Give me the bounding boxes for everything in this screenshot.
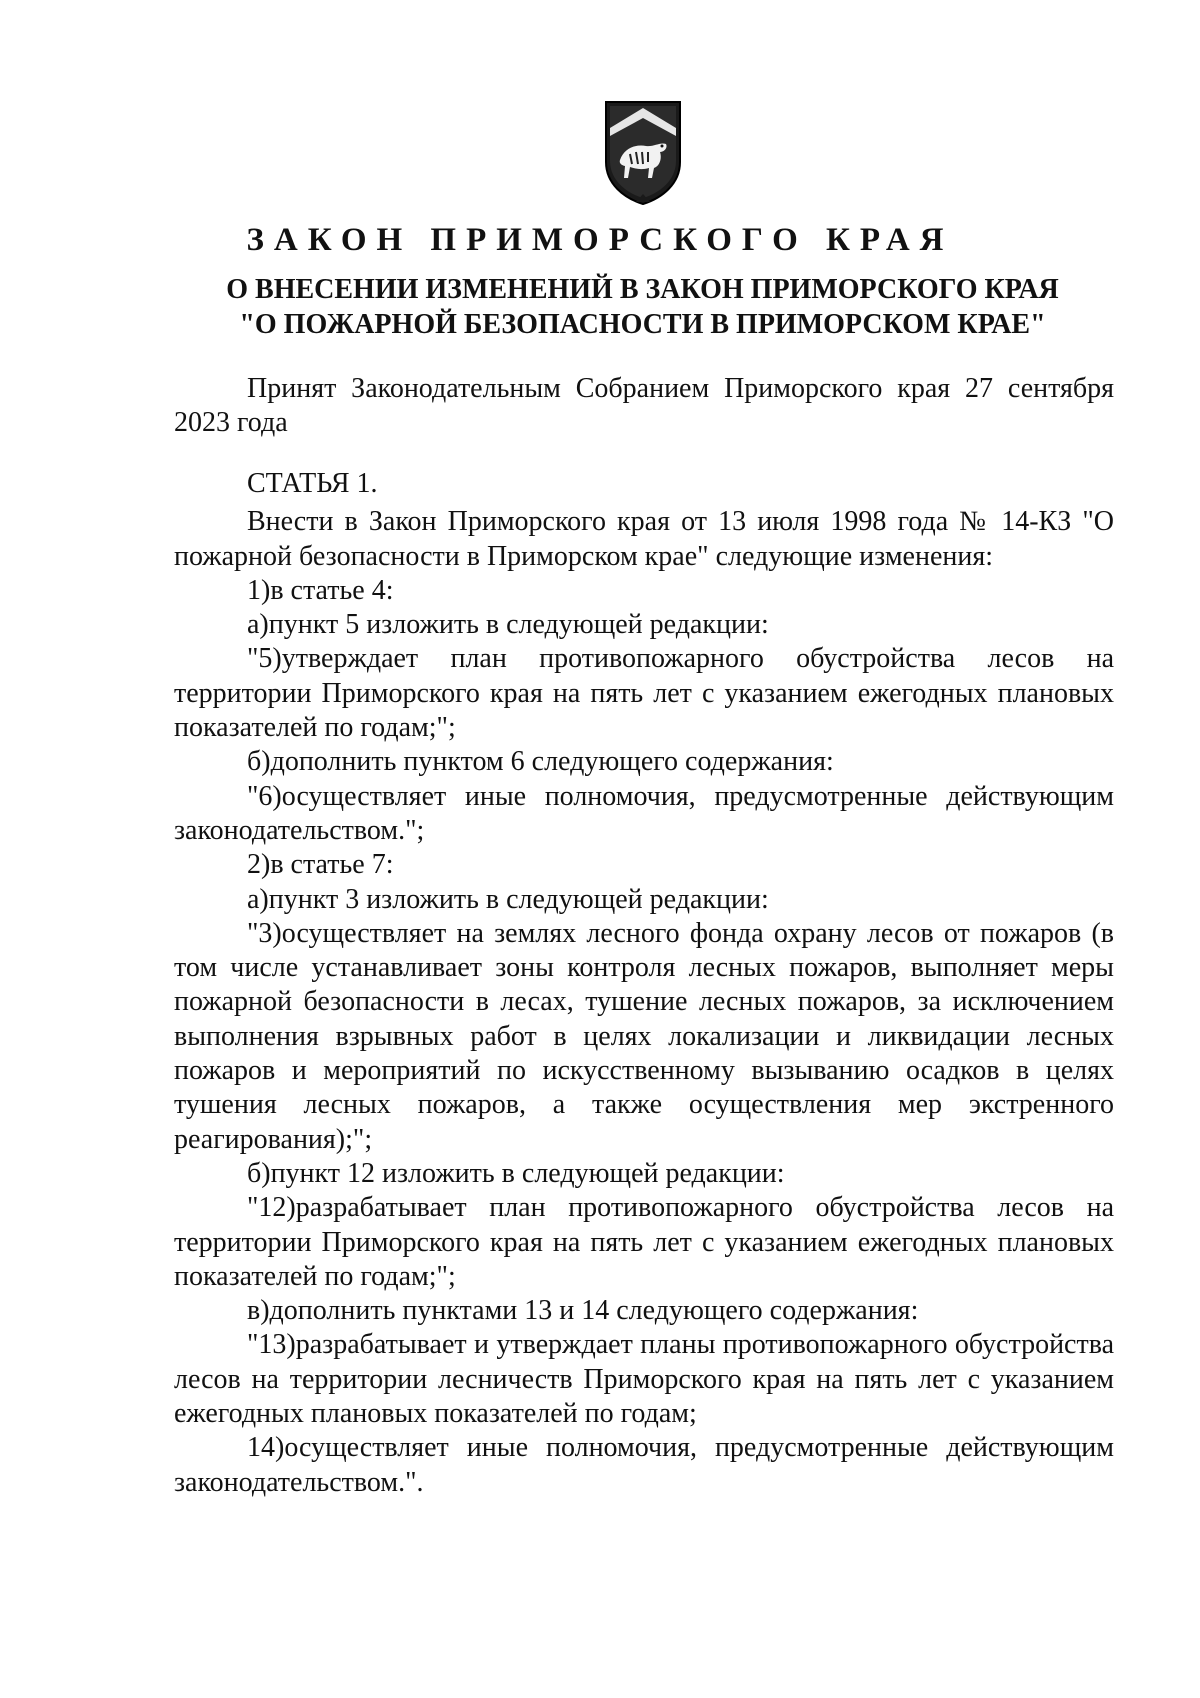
article-body [174, 467, 1114, 1500]
subtitle-line-2: "О ПОЖАРНОЙ БЕЗОПАСНОСТИ В ПРИМОРСКОМ КРАЕ" [239, 309, 1046, 340]
article-paragraph: "13)разрабатывает и утверждает планы противопожарного обустройства лесов на территории лесничеств Приморского края на пять лет с указанием ежегодных плановых показателей по годам; [174, 1329, 1114, 1430]
article-paragraph: "6)осуществляет иные полномочия, предусмотренные действующим законодательством."; [174, 780, 1114, 846]
article-paragraph: "12)разрабатывает план противопожарного обустройства лесов на территории Приморского края на пять лет с указанием ежегодных плановых показателей по годам;"; [174, 1192, 1114, 1292]
law-subtitle [170, 272, 1115, 342]
article-paragraph: в)дополнить пунктами 13 и 14 следующего содержания: [247, 1295, 919, 1327]
article-paragraph: б)пункт 12 изложить в следующей редакции: [247, 1157, 785, 1189]
article-paragraph: 2)в статье 7: [247, 849, 394, 881]
article-paragraph: "5)утверждает план противопожарного обустройства лесов на территории Приморского края на пять лет с указанием ежегодных плановых показателей по годам;"; [174, 643, 1114, 744]
primorsky-krai-coat-of-arms-icon [602, 98, 684, 208]
article-paragraph: Внести в Закон Приморского края от 13 июля 1998 года № 14-КЗ "О пожарной безопасности в Приморском крае" следующие изменения: [174, 506, 1114, 572]
law-title: ЗАКОН ПРИМОРСКОГО КРАЯ [246, 222, 954, 258]
article-paragraph: б)дополнить пунктом 6 следующего содержания: [247, 746, 834, 778]
article-paragraph: а)пункт 5 изложить в следующей редакции: [247, 609, 769, 641]
article-heading: СТАТЬЯ 1. [247, 468, 378, 499]
adoption-statement: Принят Законодательным Собранием Приморского края 27 сентября 2023 года [174, 373, 1114, 438]
article-paragraph: 14)осуществляет иные полномочия, предусмотренные действующим законодательством.". [174, 1432, 1114, 1498]
article-paragraph: 1)в статье 4: [247, 574, 394, 606]
article-paragraph: "3)осуществляет на землях лесного фонда охрану лесов от пожаров (в том числе устанавливает зоны контроля лесных пожаров, выполняет меры пожарной безопасности в лесах, тушение лесных пожаров, за исключением выполнения взрывных работ в целях локализации и ликвидации лесных пожаров и мероприятий по искусственному вызыванию осадков в целях тушения лесных пожаров, а также осуществления мер экстренного реагирования);"; [174, 917, 1114, 1155]
article-paragraph: а)пункт 3 изложить в следующей редакции: [247, 883, 769, 915]
subtitle-line-1: О ВНЕСЕНИИ ИЗМЕНЕНИЙ В ЗАКОН ПРИМОРСКОГО КРАЯ [226, 274, 1059, 305]
